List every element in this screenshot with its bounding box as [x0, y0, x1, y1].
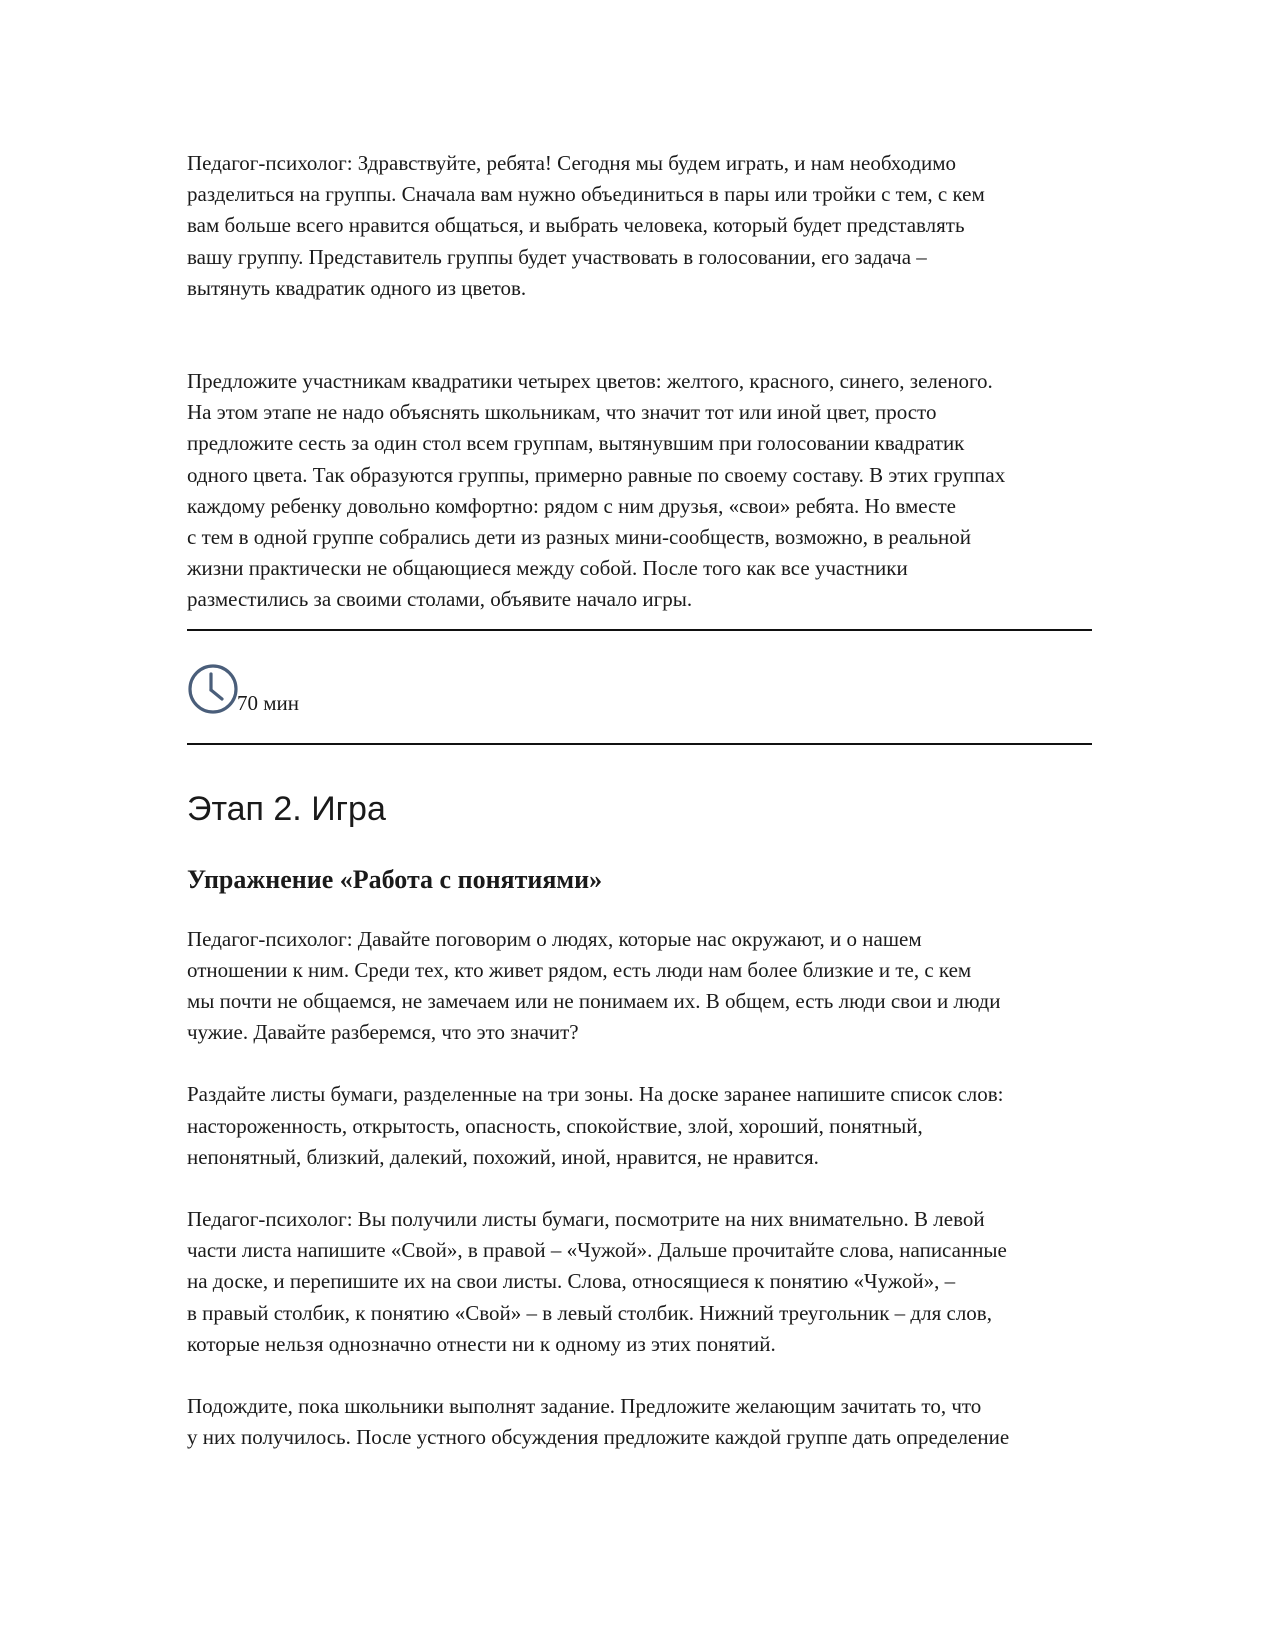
exercise-paragraph-1 — [187, 924, 1092, 1049]
exercise-paragraph-3 — [187, 1204, 1092, 1360]
text-line: вашу группу. Представитель группы будет участвовать в голосовании, его задача – — [187, 244, 927, 269]
text-line: части листа напишите «Свой», в правой – «Чужой». Дальше прочитайте слова, написанные — [187, 1238, 1007, 1263]
text-line: которые нельзя однозначно отнести ни к одному из этих понятий. — [187, 1331, 776, 1356]
exercise-title: Упражнение «Работа с понятиями» — [187, 864, 603, 894]
paragraph-spacer — [187, 1360, 1092, 1391]
text-line: жизни практически не общающиеся между собой. После того как все участники — [187, 556, 908, 581]
text-line: в правый столбик, к понятию «Свой» – в левый столбик. Нижний треугольник – для слов, — [187, 1300, 992, 1325]
spacer — [187, 829, 1092, 864]
spacer — [187, 896, 1092, 924]
text-line: настороженность, открытость, опасность, спокойствие, злой, хороший, понятный, — [187, 1113, 923, 1138]
text-line: разделиться на группы. Сначала вам нужно объединиться в пары или тройки с тем, с кем — [187, 182, 985, 207]
text-line: непонятный, близкий, далекий, похожий, иной, нравится, не нравится. — [187, 1144, 819, 1169]
text-line: Педагог-психолог: Вы получили листы бумаги, посмотрите на них внимательно. В левой — [187, 1207, 985, 1232]
duration-label: 70 мин — [237, 690, 300, 715]
duration-row — [187, 631, 1092, 743]
text-line: Подождите, пока школьники выполнят задание. Предложите желающим зачитать то, что — [187, 1394, 982, 1419]
intro-speech-paragraph — [187, 148, 1092, 304]
text-line: отношении к ним. Среди тех, кто живет рядом, есть люди нам более близкие и те, с кем — [187, 957, 972, 982]
exercise-paragraph-2 — [187, 1079, 1092, 1173]
spacer — [187, 616, 1092, 629]
text-line: разместились за своими столами, объявите начало игры. — [187, 587, 693, 612]
document-page — [187, 148, 1092, 1453]
text-line: на доске, и перепишите их на свои листы. Слова, относящиеся к понятию «Чужой», – — [187, 1269, 956, 1294]
exercise-paragraph-4 — [187, 1391, 1092, 1453]
clock-icon — [187, 663, 239, 715]
text-line: Предложите участникам квадратики четырех цветов: желтого, красного, синего, зеленого. — [187, 369, 993, 394]
text-line: у них получилось. После устного обсуждения предложите каждой группе дать определение — [187, 1425, 1010, 1450]
text-line: чужие. Давайте разберемся, что это значит? — [187, 1020, 579, 1045]
text-line: мы почти не общаемся, не замечаем или не понимаем их. В общем, есть люди свои и люди — [187, 989, 1001, 1014]
paragraph-spacer — [187, 304, 1092, 366]
text-line: Педагог-психолог: Давайте поговорим о людях, которые нас окружают, и о нашем — [187, 926, 922, 951]
paragraph-spacer — [187, 1048, 1092, 1079]
text-line: вам больше всего нравится общаться, и выбрать человека, который будет представлять — [187, 213, 965, 238]
text-line: каждому ребенку довольно комфортно: рядом с ним друзья, «свои» ребята. Но вместе — [187, 493, 956, 518]
text-line: одного цвета. Так образуются группы, примерно равные по своему составу. В этих группах — [187, 462, 1006, 487]
text-line: Раздайте листы бумаги, разделенные на три зоны. На доске заранее напишите список слов: — [187, 1082, 1004, 1107]
text-line: На этом этапе не надо объяснять школьникам, что значит тот или иной цвет, просто — [187, 400, 937, 425]
intro-instruction-paragraph — [187, 366, 1092, 616]
text-line: Педагог-психолог: Здравствуйте, ребята! Сегодня мы будем играть, и нам необходимо — [187, 151, 957, 175]
text-line: вытянуть квадратик одного из цветов. — [187, 275, 527, 300]
spacer — [187, 745, 1092, 789]
text-line: предложите сесть за один стол всем группам, вытянувшим при голосовании квадратик — [187, 431, 965, 456]
text-line: с тем в одной группе собрались дети из разных мини-сообществ, возможно, в реальной — [187, 525, 972, 550]
paragraph-spacer — [187, 1173, 1092, 1204]
stage-title: Этап 2. Игра — [187, 789, 386, 828]
